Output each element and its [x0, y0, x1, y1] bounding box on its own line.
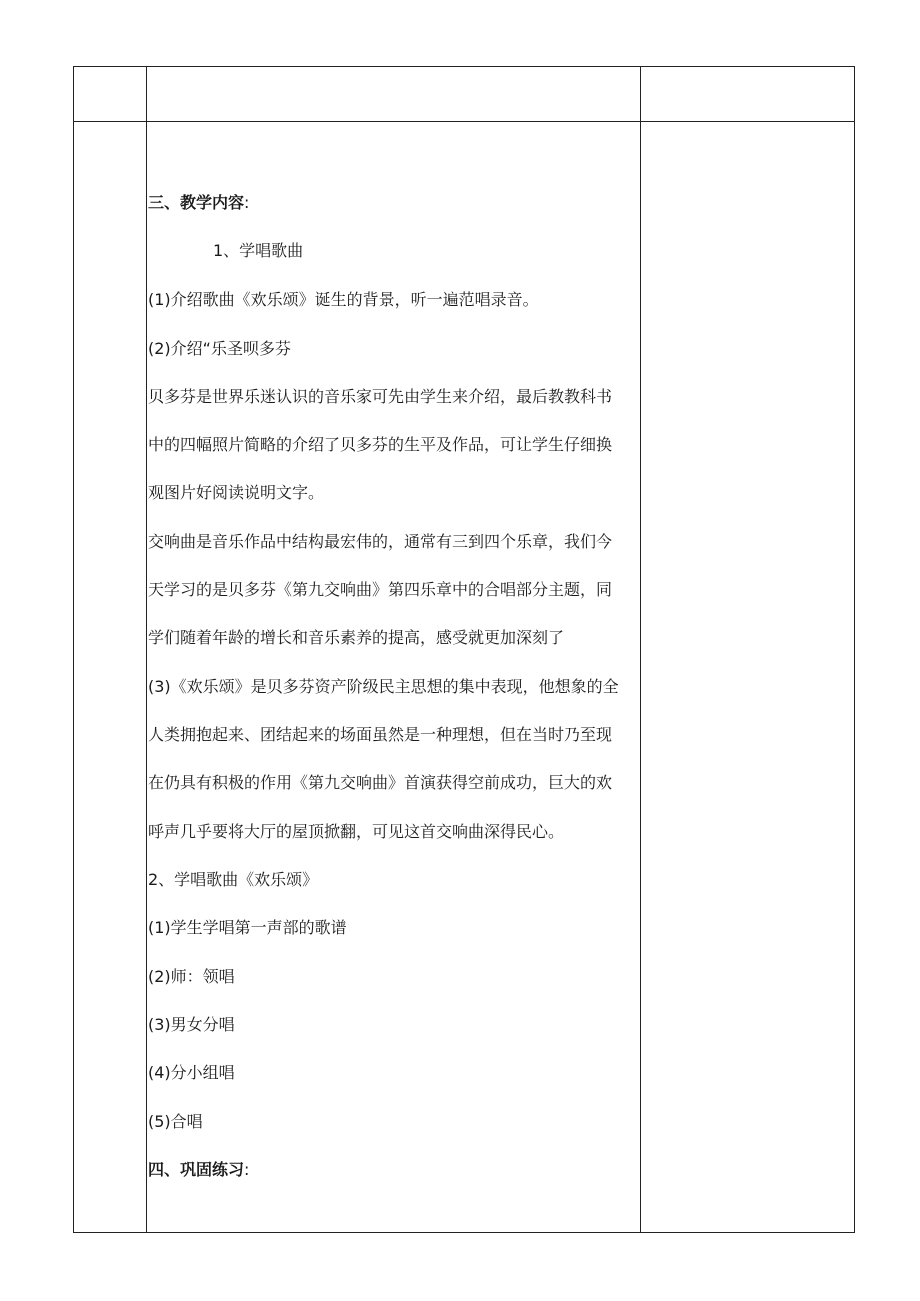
paragraph-intro-song: (1)介绍歌曲《欢乐颂》诞生的背景，听一遍范唱录音。 — [148, 290, 539, 309]
paragraph-line: 交响曲是音乐作品中结构最宏伟的，通常有三到四个乐章，我们今 — [148, 532, 613, 551]
table-top-border — [73, 66, 855, 67]
paragraph-line: 贝多芬是世界乐迷认识的音乐家可先由学生来介绍，最后教教科书 — [148, 387, 613, 406]
step-item: (4)分小组唱 — [148, 1063, 235, 1082]
table-bottom-border — [73, 1232, 855, 1233]
list-item-learn-ode-to-joy: 2、学唱歌曲《欢乐颂》 — [148, 870, 319, 889]
table-left-border — [73, 66, 74, 1233]
paragraph-line: 中的四幅照片简略的介绍了贝多芬的生平及作品，可让学生仔细换 — [148, 435, 613, 454]
paragraph-line: 人类拥抱起来、团结起来的场面虽然是一种理想，但在当时乃至现 — [148, 725, 613, 744]
paragraph-intro-beethoven: (2)介绍“乐圣呗多芬 — [148, 339, 291, 358]
section-heading-colon: : — [244, 193, 250, 212]
table-col-divider-1 — [146, 66, 147, 1233]
table-right-border — [854, 66, 855, 1233]
list-item-learn-song: 1、学唱歌曲 — [213, 241, 304, 260]
paragraph-line: 观图片好阅读说明文字。 — [148, 483, 325, 502]
section-heading-text: 三、教学内容 — [148, 193, 245, 212]
step-item: (1)学生学唱第一声部的歌谱 — [148, 918, 347, 937]
table-col-divider-2 — [640, 66, 641, 1233]
step-item: (2)师：领唱 — [148, 967, 235, 986]
section-heading-colon: : — [244, 1160, 250, 1179]
step-item: (3)男女分唱 — [148, 1015, 235, 1034]
step-item: (5)合唱 — [148, 1112, 203, 1131]
paragraph-line: (3)《欢乐颂》是贝多芬资产阶级民主思想的集中表现，他想象的全 — [148, 677, 619, 696]
paragraph-line: 天学习的是贝多芬《第九交响曲》第四乐章中的合唱部分主题，同 — [148, 580, 613, 599]
section-heading-consolidation — [148, 1160, 249, 1180]
section-heading-teaching-content — [148, 193, 249, 213]
paragraph-line: 学们随着年龄的增长和音乐素养的提高，感受就更加深刻了 — [148, 628, 565, 647]
section-heading-text: 四、巩固练习 — [148, 1160, 245, 1179]
paragraph-line: 呼声几乎要将大厅的屋顶掀翻，可见这首交响曲深得民心。 — [148, 822, 565, 841]
paragraph-line: 在仍具有积极的作用《第九交响曲》首演获得空前成功，巨大的欢 — [148, 773, 613, 792]
table-row-divider — [73, 121, 855, 122]
